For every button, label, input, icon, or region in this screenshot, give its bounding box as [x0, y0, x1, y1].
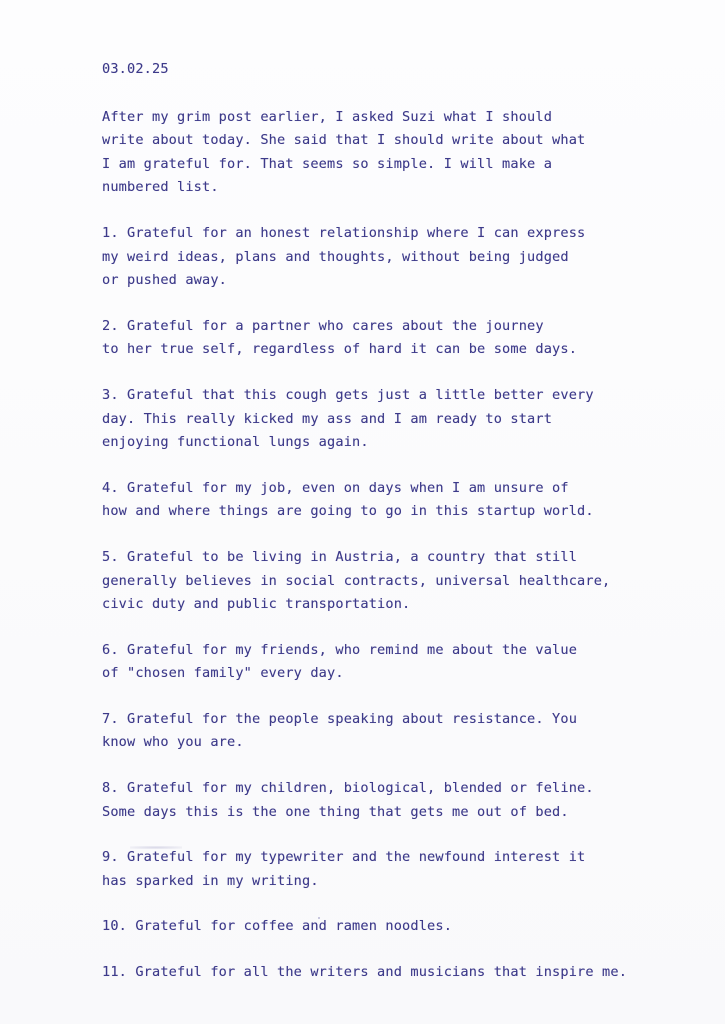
- list-item-line: generally believes in social contracts, universal healthcare,: [102, 572, 611, 589]
- list-item-4: [102, 477, 702, 524]
- list-item-9: [102, 846, 702, 893]
- list-item-3: [102, 384, 702, 455]
- list-item-line: of "chosen family" every day.: [102, 665, 344, 682]
- typed-text-body: [102, 58, 702, 985]
- list-item-line: how and where things are going to go in this startup world.: [102, 503, 594, 520]
- list-item-7: [102, 708, 702, 755]
- list-item-line: 1. Grateful for an honest relationship where I can express: [102, 224, 586, 241]
- list-item-line: 4. Grateful for my job, even on days when I am unsure of: [102, 479, 569, 496]
- intro-paragraph: [102, 106, 702, 200]
- list-item-10: [102, 915, 702, 939]
- entry-date: 03.02.25: [102, 61, 169, 77]
- intro-line: After my grim post earlier, I asked Suzi what I should: [102, 108, 553, 125]
- list-item-line: day. This really kicked my ass and I am ready to start: [102, 410, 553, 427]
- ink-speck: [318, 917, 320, 919]
- list-item-line: 7. Grateful for the people speaking about resistance. You: [102, 710, 578, 727]
- intro-line: numbered list.: [102, 179, 219, 196]
- list-item-line: or pushed away.: [102, 272, 228, 289]
- list-item-line: has sparked in my writing.: [102, 872, 319, 889]
- list-item-line: 8. Grateful for my children, biological, blended or feline.: [102, 780, 594, 797]
- list-item-line: Some days this is the one thing that gets me out of bed.: [102, 803, 569, 820]
- list-item-line: 3. Grateful that this cough gets just a little better every: [102, 386, 594, 403]
- list-item-11: [102, 961, 702, 985]
- intro-line: I am grateful for. That seems so simple. I will make a: [102, 155, 553, 172]
- list-item-line: 6. Grateful for my friends, who remind me about the value: [102, 641, 578, 658]
- list-item-line: my weird ideas, plans and thoughts, without being judged: [102, 248, 569, 265]
- intro-line: write about today. She said that I should write about what: [102, 132, 586, 149]
- list-item-line: civic duty and public transportation.: [102, 596, 411, 613]
- list-item-line: to her true self, regardless of hard it can be some days.: [102, 341, 578, 358]
- list-item-line: 2. Grateful for a partner who cares about the journey: [102, 317, 544, 334]
- list-item-line: 11. Grateful for all the writers and musicians that inspire me.: [102, 964, 628, 981]
- list-item-line: 9. Grateful for my typewriter and the newfound interest it: [102, 849, 586, 866]
- list-item-line: 10. Grateful for coffee and ramen noodles.: [102, 918, 453, 935]
- list-item-6: [102, 639, 702, 686]
- list-item-8: [102, 777, 702, 824]
- list-item-5: [102, 546, 702, 617]
- list-item-line: enjoying functional lungs again.: [102, 434, 369, 451]
- ink-smudge: [130, 846, 182, 849]
- list-item-line: 5. Grateful to be living in Austria, a country that still: [102, 548, 578, 565]
- list-item-line: know who you are.: [102, 734, 244, 751]
- list-item-1: [102, 222, 702, 293]
- list-item-2: [102, 315, 702, 362]
